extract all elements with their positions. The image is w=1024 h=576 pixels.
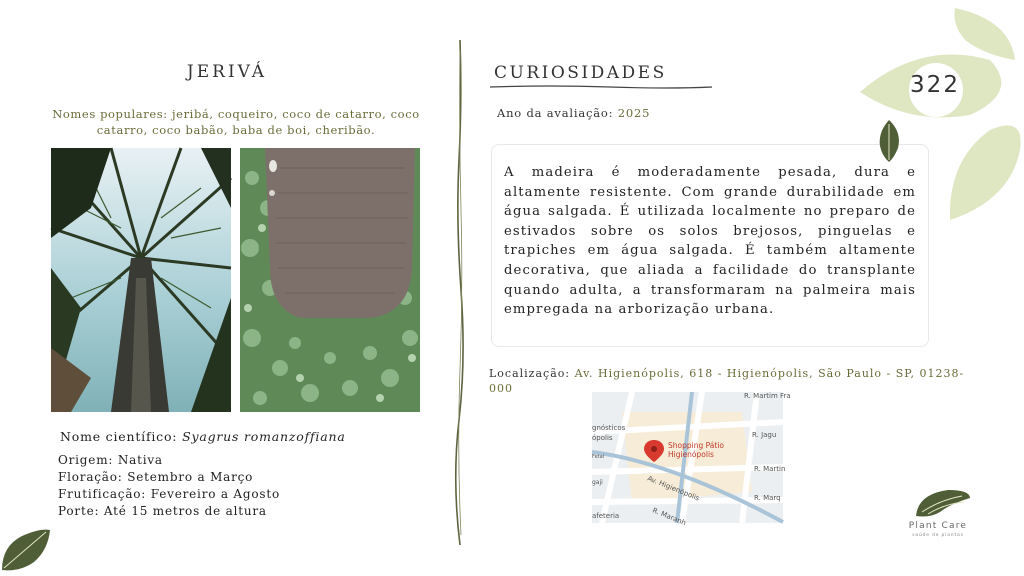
- badge-number: 322: [910, 72, 960, 98]
- fact-flowering: Floração: Setembro a Março: [58, 470, 254, 484]
- map-label-afeteria: afeteria: [592, 512, 620, 520]
- small-leaf-icon: [874, 120, 904, 162]
- map-label-gaji: gaji: [592, 479, 603, 486]
- title-underline: [490, 84, 712, 90]
- section-title: CURIOSIDADES: [494, 63, 667, 83]
- palm-trunk-base-photo: [240, 148, 420, 412]
- plant-title: JERIVÁ: [186, 62, 268, 82]
- scientific-name-value: Syagrus romanzoffiana: [182, 429, 346, 444]
- fact-origin: Origem: Nativa: [58, 453, 163, 467]
- year-label: Ano da avaliação:: [497, 106, 614, 120]
- map-street-marq: R. Marq: [754, 494, 781, 502]
- corner-leaf-icon: [0, 526, 52, 574]
- location-label: Localização:: [489, 367, 571, 380]
- map-street-martin: R. Martin: [754, 465, 786, 473]
- scientific-name: [60, 429, 346, 444]
- map-street-higienopolis: Av. Higienópolis: [646, 474, 701, 503]
- plant-facts: [58, 452, 280, 520]
- vertical-divider: [456, 40, 464, 545]
- palm-tree-crown-photo: [51, 148, 231, 412]
- popular-names: Nomes populares: jeribá, coqueiro, coco de catarro, coco catarro, coco babão, baba de boi, cheribão.: [52, 107, 420, 137]
- map-label-fetal: Fetal: [592, 454, 605, 460]
- location-map[interactable]: [592, 392, 791, 528]
- map-poi-line1: Shopping Pátio: [668, 441, 725, 450]
- map-poi-line2: Higienópolis: [668, 450, 714, 459]
- map-street-jagu: R. Jagu: [752, 431, 777, 439]
- map-street-maranh: R. Maranh: [651, 506, 688, 528]
- curiosity-text: A madeira é moderadamente pesada, dura e altamente resistente. Com grande durabilidade em água salgada. É utilizada localmente no preparo de estivados sobre os solos brejosos, pinguelas e trapiches em água salgada. É também altamente decorativa, que aliada a facilidade do transplante quando adulta, a transformaram na palmeira mais empregada na arborização urbana.: [504, 165, 916, 318]
- year-value: 2025: [617, 106, 651, 120]
- fact-fruiting: Frutificação: Fevereiro a Agosto: [58, 487, 281, 501]
- map-label-gnosticos: gnósticos: [592, 424, 626, 432]
- map-label-opolis: ópolis: [592, 434, 613, 442]
- fact-size: Porte: Até 15 metros de altura: [58, 504, 267, 518]
- map-street-martim: R. Martim Fra: [744, 392, 791, 400]
- decorative-leaves-icon: [860, 0, 1024, 230]
- evaluation-year: [497, 106, 650, 120]
- location-value: Av. Higienópolis, 618 - Higienópolis, São Paulo - SP, 01238-000: [489, 367, 965, 395]
- logo-tagline: saúde de plantas: [912, 533, 964, 538]
- logo-name: Plant Care: [908, 521, 968, 531]
- scientific-label: Nome científico:: [60, 429, 178, 444]
